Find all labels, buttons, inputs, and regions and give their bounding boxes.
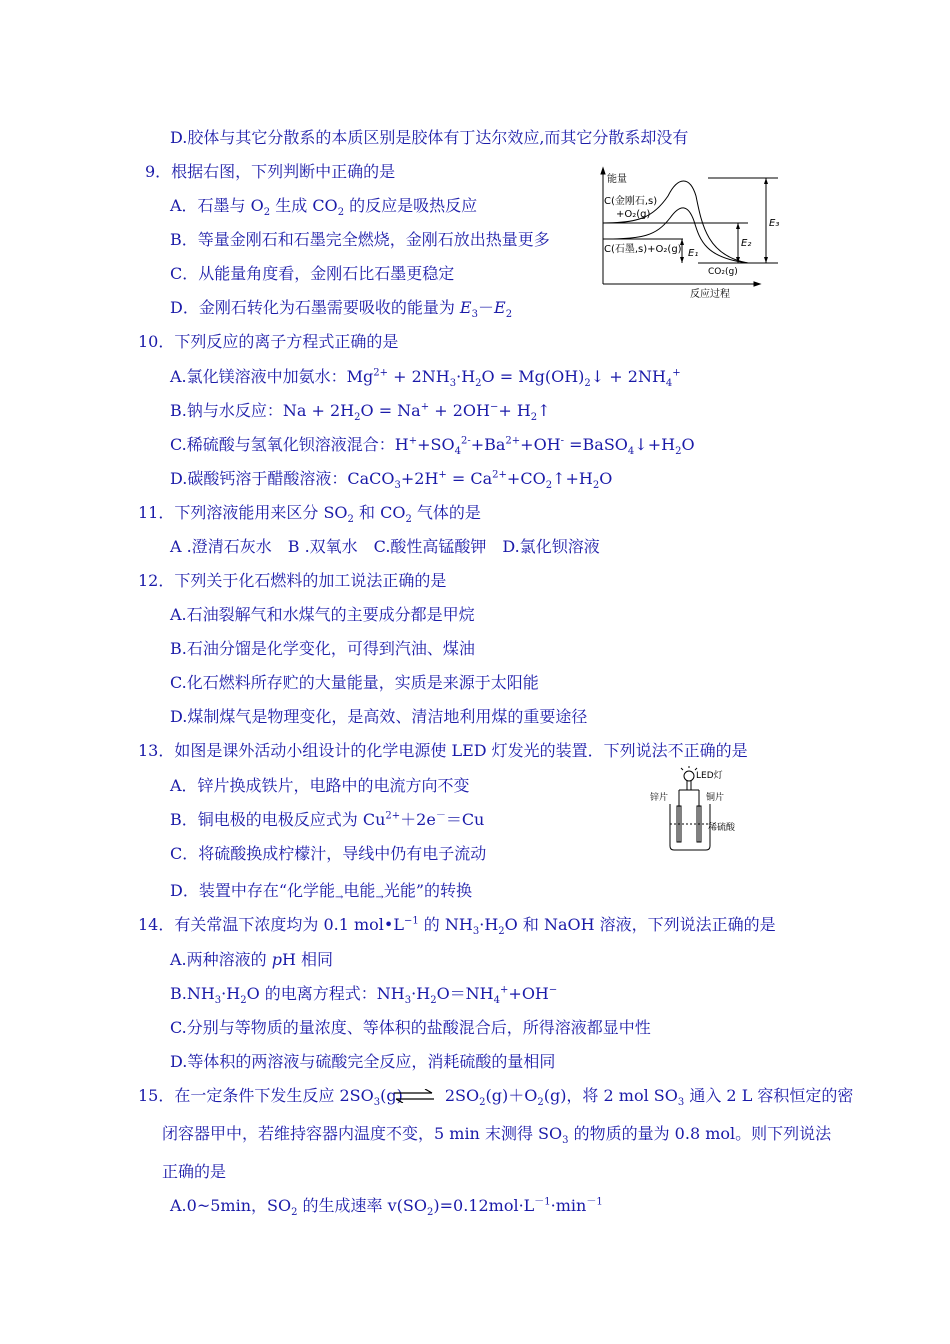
text-line: D．金刚石转化为石墨需要吸收的能量为 $E_3-E_2$ (170, 298, 513, 321)
e2-label: E₂ (741, 238, 752, 249)
copper-label: 铜片 (706, 793, 725, 803)
energy-diagram (598, 166, 788, 301)
text-line: C.稀硫酸与氢氧化钡溶液混合：$H^++SO_4^{2-}+Ba^{2+}+OH^-$ $=BaSO_4↓+H_2O$ (170, 435, 695, 458)
text-line: 12．下列关于化石燃料的加工说法正确的是 (138, 571, 447, 590)
text-line: $B.NH_3\cdot H_2O$ 的电离方程式：$NH_3\cdot H_2O=NH_4^++OH^-$ (170, 984, 558, 1007)
text-line: 闭容器甲中，若维持容器内温度不变，5 min 末测得 $SO_3$ 的物质的量为 0.8 mol。则下列说法 (162, 1124, 832, 1147)
text-line: A .澄清石灰水 B .双氧水 C.酸性高锰酸钾 D.氯化钡溶液 (170, 537, 600, 556)
graphite-label: C(石墨,s)+O₂(g) (604, 244, 682, 255)
text-line: 10．下列反应的离子方程式正确的是 (138, 332, 399, 351)
text-line: 11．下列溶液能用来区分 $SO_2$ 和 $CO_2$ 气体的是 (138, 503, 481, 526)
text-line: D．装置中存在“化学能$_\to$电能$_\to$光能”的转换 (170, 881, 472, 904)
led-label: LED灯 (696, 771, 723, 781)
galvanic-cell-diagram (648, 766, 748, 854)
diamond-o2-label: +O₂(g) (616, 209, 651, 220)
equilibrium-arrows-icon (392, 1089, 436, 1103)
text-line: A.0~5min，$SO_2$ 的生成速率 $v(SO_2)=0.12mol\cdot L^{-1}\cdot\min^{-1}$ (170, 1196, 603, 1219)
text-line: 正确的是 (162, 1162, 227, 1181)
text-line: C.分别与等物质的量浓度、等体积的盐酸混合后，所得溶液都显中性 (170, 1018, 651, 1037)
text-line: A．石墨与 $O_2$ 生成 $CO_2$ 的反应是吸热反应 (170, 196, 478, 219)
e3-label: E₃ (769, 218, 780, 229)
text-line: 15．在一定条件下发生反应 $2SO_3(g)$ $2SO_2(g)+O_2(g)$，将 2 mol $SO_3$ 通入 2 L 容积恒定的密 (138, 1086, 854, 1109)
text-line: 9．根据右图，下列判断中正确的是 (145, 162, 396, 181)
text-line: D.煤制煤气是物理变化，是高效、清洁地利用煤的重要途径 (170, 707, 588, 726)
text-line: B．等量金刚石和石墨完全燃烧，金刚石放出热量更多 (170, 230, 550, 249)
text-line: A.石油裂解气和水煤气的主要成分都是甲烷 (170, 605, 475, 624)
text-line: B.石油分馏是化学变化，可得到汽油、煤油 (170, 639, 475, 658)
e1-label: E₁ (688, 248, 699, 259)
product-label: CO₂(g) (708, 267, 738, 277)
text-line: D.等体积的两溶液与硫酸完全反应，消耗硫酸的量相同 (170, 1052, 556, 1071)
text-line: A.氯化镁溶液中加氨水：$Mg^{2+} + 2NH_3\cdot H_2O$ = $Mg(OH)_2↓ + 2NH_4^+$ (170, 367, 681, 390)
text-line: 13．如图是课外活动小组设计的化学电源使 LED 灯发光的装置．下列说法不正确的是 (138, 741, 748, 760)
energy-axis-label: 能量 (607, 174, 627, 185)
text-line: C．从能量角度看，金刚石比石墨更稳定 (170, 264, 455, 283)
text-line: D.碳酸钙溶于醋酸溶液：CaCO$_3$+2H+ = $Ca^{2+}+CO_2↑+H_2O$ (170, 469, 613, 492)
text-line: B．铜电极的电极反应式为 $Cu^{2+}+2e^-=Cu$ (170, 810, 485, 829)
text-line: D.胶体与其它分散系的本质区别是胶体有丁达尔效应,而其它分散系却没有 (170, 128, 689, 147)
zinc-label: 锌片 (650, 793, 669, 803)
process-axis-label: 反应过程 (690, 289, 730, 300)
text-line: C.化石燃料所存贮的大量能量，实质是来源于太阳能 (170, 673, 539, 692)
acid-label: 稀硫酸 (708, 823, 736, 833)
diamond-label: C(金刚石,s) (604, 196, 658, 207)
text-line: 14．有关常温下浓度均为 0.1 $mol•L^{-1}$ 的 $NH_3\cdot H_2O$ 和 NaOH 溶液，下列说法正确的是 (138, 915, 776, 938)
text-line: A.两种溶液的 pH 相同 (170, 950, 334, 969)
text-line: A．锌片换成铁片，电路中的电流方向不变 (170, 776, 470, 795)
text-line: B.钠与水反应：$Na + 2H_2O = Na^+ + 2OH^-+$ $H_2↑$ (170, 401, 551, 424)
text-line: C．将硫酸换成柠檬汁，导线中仍有电子流动 (170, 844, 487, 863)
